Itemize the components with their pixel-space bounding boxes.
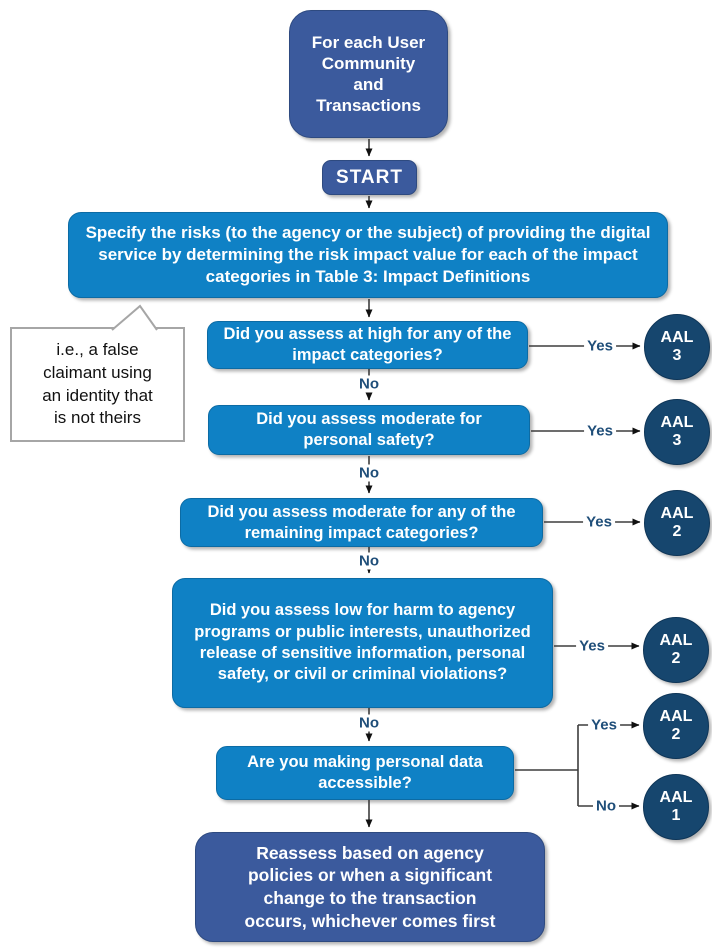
node-user-community: For each User Community and Transactions: [289, 10, 448, 138]
node-reassess: Reassess based on agency policies or when a significant change to the transaction occurs, whichever comes first: [195, 832, 545, 942]
outcome-level: 2: [671, 726, 681, 743]
question-moderate-personal-safety: Did you assess moderate for personal safety?: [208, 405, 530, 455]
outcome-title: AAL: [660, 414, 694, 432]
label-yes: Yes: [584, 423, 616, 440]
label-yes: Yes: [588, 717, 620, 734]
outcome-level: 2: [671, 650, 681, 667]
question-personal-data-accessible: Are you making personal data accessible?: [216, 746, 514, 800]
outcome-title: AAL: [659, 708, 693, 726]
label-no: No: [356, 465, 382, 482]
label-yes: Yes: [584, 338, 616, 355]
label-yes: Yes: [576, 638, 608, 655]
outcome-circle-aal2-personal-data: [643, 693, 709, 759]
node-start: START: [322, 160, 417, 195]
question-assess-low: Did you assess low for harm to agency programs or public interests, unauthorized release of sensitive information, personal safety, or civil or criminal violations?: [172, 578, 553, 708]
outcome-circle-aal1: [643, 774, 709, 840]
label-no: No: [356, 715, 382, 732]
outcome-level: 3: [672, 432, 682, 449]
outcome-title: AAL: [659, 789, 693, 807]
node-specify-risks: Specify the risks (to the agency or the subject) of providing the digital service by determining the risk impact value for each of the impact categories in Table 3: Impact Definitions: [68, 212, 668, 298]
callout-false-claimant: i.e., a false claimant using an identity that is not theirs: [10, 327, 185, 442]
label-yes: Yes: [583, 514, 615, 531]
label-no: No: [356, 553, 382, 570]
outcome-level: 3: [672, 347, 682, 364]
branch-q5-stem: [515, 725, 578, 806]
label-no: No: [593, 798, 619, 815]
outcome-level: 2: [672, 523, 682, 540]
outcome-circle-aal3-safety: [644, 399, 710, 465]
question-moderate-remaining: Did you assess moderate for any of the remaining impact categories?: [180, 498, 543, 547]
label-no: No: [356, 376, 382, 393]
outcome-level: 1: [671, 807, 681, 824]
outcome-title: AAL: [659, 632, 693, 650]
question-assess-high: Did you assess at high for any of the impact categories?: [207, 321, 528, 369]
outcome-title: AAL: [660, 329, 694, 347]
outcome-circle-aal2-remaining: [644, 490, 710, 556]
outcome-circle-aal3-high: [644, 314, 710, 380]
outcome-title: AAL: [660, 505, 694, 523]
outcome-circle-aal2-low: [643, 617, 709, 683]
